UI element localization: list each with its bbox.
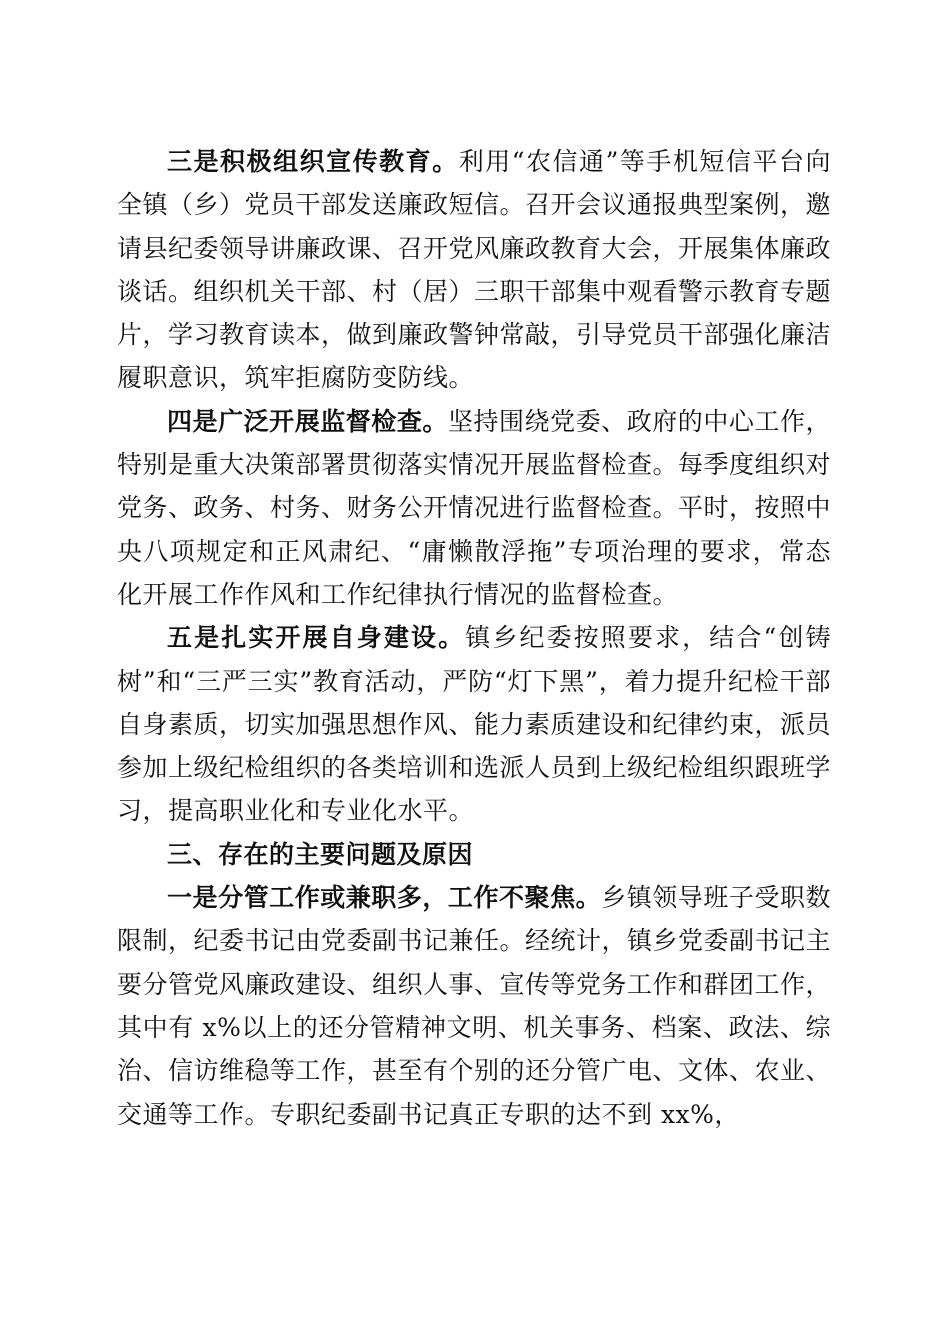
paragraph-self-construction (117, 616, 831, 832)
paragraph-supervision-inspection (117, 400, 831, 616)
section-heading: 三、存在的主要问题及原因 (167, 839, 474, 869)
paragraph-body: 坚持围绕党委、政府的中心工作，特别是重大决策部署贯彻落实情况开展监督检查。每季度组织对党务、政务、村务、财务公开情况进行监督检查。平时，按照中央八项规定和正风肃纪、“庸懒散浮拖”专项治理的要求，常态化开展工作作风和工作纪律执行情况的监督检查。 (117, 406, 832, 609)
paragraph-body: 镇乡纪委按照要求，结合“创铸树”和“三严三实”教育活动，严防“灯下黑”，着力提升纪检干部自身素质，切实加强思想作风、能力素质建设和纪律约束，派员参加上级纪检组织的各类培训和选派人员到上级纪检组织跟班学习，提高职业化和专业化水平。 (117, 623, 832, 826)
paragraph-lead: 一是分管工作或兼职多，工作不聚焦。 (167, 883, 602, 913)
paragraph-lead: 三是积极组织宣传教育。 (167, 147, 459, 176)
document-page (117, 140, 831, 1136)
paragraph-lead: 五是扎实开展自身建设。 (167, 623, 466, 653)
paragraph-body: 乡镇领导班子受职数限制，纪委书记由党委副书记兼任。经统计，镇乡党委副书记主要分管党风廉政建设、组织人事、宣传等党务工作和群团工作，其中有 x%以上的还分管精神文明、机关事务、档案、政法、综治、信访维稳等工作，甚至有个别的还分管广电、文体、农业、交通等工作。专职纪委副书记真正专职的达不到 xx%， (117, 883, 832, 1129)
paragraph-publicity-education (117, 140, 831, 400)
paragraph-main-problems (117, 876, 831, 1136)
paragraph-lead: 四是广泛开展监督检查。 (167, 406, 448, 436)
paragraph-body: 利用“农信通”等手机短信平台向全镇（乡）党员干部发送廉政短信。召开会议通报典型案例，邀请县纪委领导讲廉政课、召开党风廉政教育大会，开展集体廉政谈话。组织机关干部、村（居）三职干部集中观看警示教育专题片，学习教育读本，做到廉政警钟常敲，引导党员干部强化廉洁履职意识，筑牢拒腐防变防线。 (117, 147, 832, 393)
